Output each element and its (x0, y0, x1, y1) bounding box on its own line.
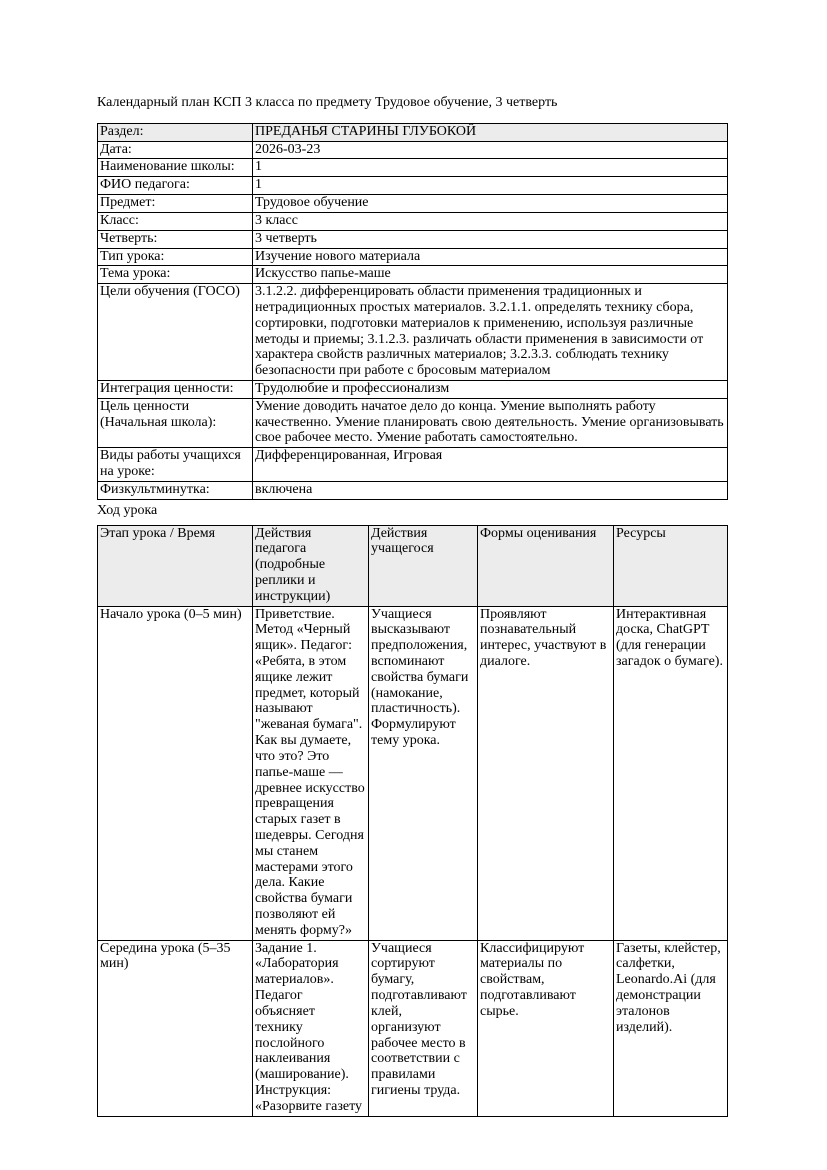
lesson-info-table (97, 123, 728, 500)
info-value: 1 (253, 177, 728, 195)
lesson-stages-table (97, 525, 728, 1117)
lesson-row-start (98, 606, 728, 940)
lesson-row-middle (98, 940, 728, 1116)
info-row-subject (98, 195, 728, 213)
document-content (97, 95, 727, 1117)
section-heading: Ход урока (97, 502, 158, 518)
info-value: ПРЕДАНЬЯ СТАРИНЫ ГЛУБОКОЙ (253, 123, 728, 141)
info-label: Четверть: (98, 230, 253, 248)
info-value: 2026-03-23 (253, 141, 728, 159)
info-value: 3.1.2.2. дифференцировать области применения традиционных и нетрадиционных простых материалов. 3.2.1.1. определять технику сбора, сортировки, подготовки материалов к применению, используя различные методы и приемы; 3.1.2.3. различать области применения в зависимости от характера свойств различных материалов; 3.2.3.3. соблюдать технику безопасности при работе с бросовым материалом (253, 284, 728, 381)
info-label: Виды работы учащихся на уроке: (98, 448, 253, 482)
info-row-work-types (98, 448, 728, 482)
info-row-values-goal (98, 398, 728, 447)
header-cell-resources: Ресурсы (614, 525, 728, 606)
info-value: Искусство папье-маше (253, 266, 728, 284)
info-label: Цель ценности (Начальная школа): (98, 398, 253, 447)
assessment-cell: Проявляют познавательный интерес, участвуют в диалоге. (478, 606, 614, 940)
info-label: Цели обучения (ГОСО) (98, 284, 253, 381)
stage-cell: Начало урока (0–5 мин) (98, 606, 253, 940)
info-row-values-integration (98, 381, 728, 399)
info-label: Интеграция ценности: (98, 381, 253, 399)
info-value: Дифференцированная, Игровая (253, 448, 728, 482)
info-value: 3 класс (253, 212, 728, 230)
info-value: Изучение нового материала (253, 248, 728, 266)
info-row-date (98, 141, 728, 159)
lesson-table-header-row (98, 525, 728, 606)
resources-cell: Газеты, клейстер, салфетки, Leonardo.Ai (для демонстрации эталонов изделий). (614, 940, 728, 1116)
stage-cell: Середина урока (5–35 мин) (98, 940, 253, 1116)
info-label: Дата: (98, 141, 253, 159)
info-label: ФИО педагога: (98, 177, 253, 195)
info-row-quarter (98, 230, 728, 248)
document-title: Календарный план КСП 3 класса по предмету Трудовое обучение, 3 четверть (97, 95, 558, 110)
info-row-lesson-topic (98, 266, 728, 284)
header-cell-teacher-actions: Действия педагога (подробные реплики и инструкции) (253, 525, 369, 606)
student-actions-cell: Учащиеся сортируют бумагу, подготавливают клей, организуют рабочее место в соответствии с правилами гигиены труда. (369, 940, 478, 1116)
teacher-actions-cell: Задание 1. «Лаборатория материалов». Педагог объясняет технику послойного наклеивания (маширование). Инструкция: «Разорвите газету (253, 940, 369, 1116)
info-row-teacher-name (98, 177, 728, 195)
info-value: Трудолюбие и профессионализм (253, 381, 728, 399)
info-label: Тип урока: (98, 248, 253, 266)
info-label: Тема урока: (98, 266, 253, 284)
assessment-cell: Классифицируют материалы по свойствам, подготавливают сырье. (478, 940, 614, 1116)
info-row-razdel (98, 123, 728, 141)
info-row-school (98, 159, 728, 177)
teacher-actions-cell: Приветствие. Метод «Черный ящик». Педагог: «Ребята, в этом ящике лежит предмет, который называют "жеваная бумага". Как вы думаете, что это? Это папье-маше — древнее искусство превращения старых газет в шедевры. Сегодня мы станем мастерами этого дела. Какие свойства бумаги позволяют ей менять форму?» (253, 606, 369, 940)
info-value: 1 (253, 159, 728, 177)
info-label: Наименование школы: (98, 159, 253, 177)
info-label: Раздел: (98, 123, 253, 141)
resources-cell: Интерактивная доска, ChatGPT (для генерации загадок о бумаге). (614, 606, 728, 940)
info-row-lesson-type (98, 248, 728, 266)
info-value: 3 четверть (253, 230, 728, 248)
header-cell-student-actions: Действия учащегося (369, 525, 478, 606)
info-value: Умение доводить начатое дело до конца. Умение выполнять работу качественно. Умение планировать свою деятельность. Умение организовывать свое рабочее место. Умение работать самостоятельно. (253, 398, 728, 447)
info-label: Класс: (98, 212, 253, 230)
student-actions-cell: Учащиеся высказывают предположения, вспоминают свойства бумаги (намокание, пластичность). Формулируют тему урока. (369, 606, 478, 940)
info-row-class (98, 212, 728, 230)
info-value: Трудовое обучение (253, 195, 728, 213)
header-cell-assessment: Формы оценивания (478, 525, 614, 606)
header-cell-stage: Этап урока / Время (98, 525, 253, 606)
info-value: включена (253, 481, 728, 499)
info-label: Предмет: (98, 195, 253, 213)
info-row-goals (98, 284, 728, 381)
info-row-phys-minute (98, 481, 728, 499)
info-label: Физкультминутка: (98, 481, 253, 499)
